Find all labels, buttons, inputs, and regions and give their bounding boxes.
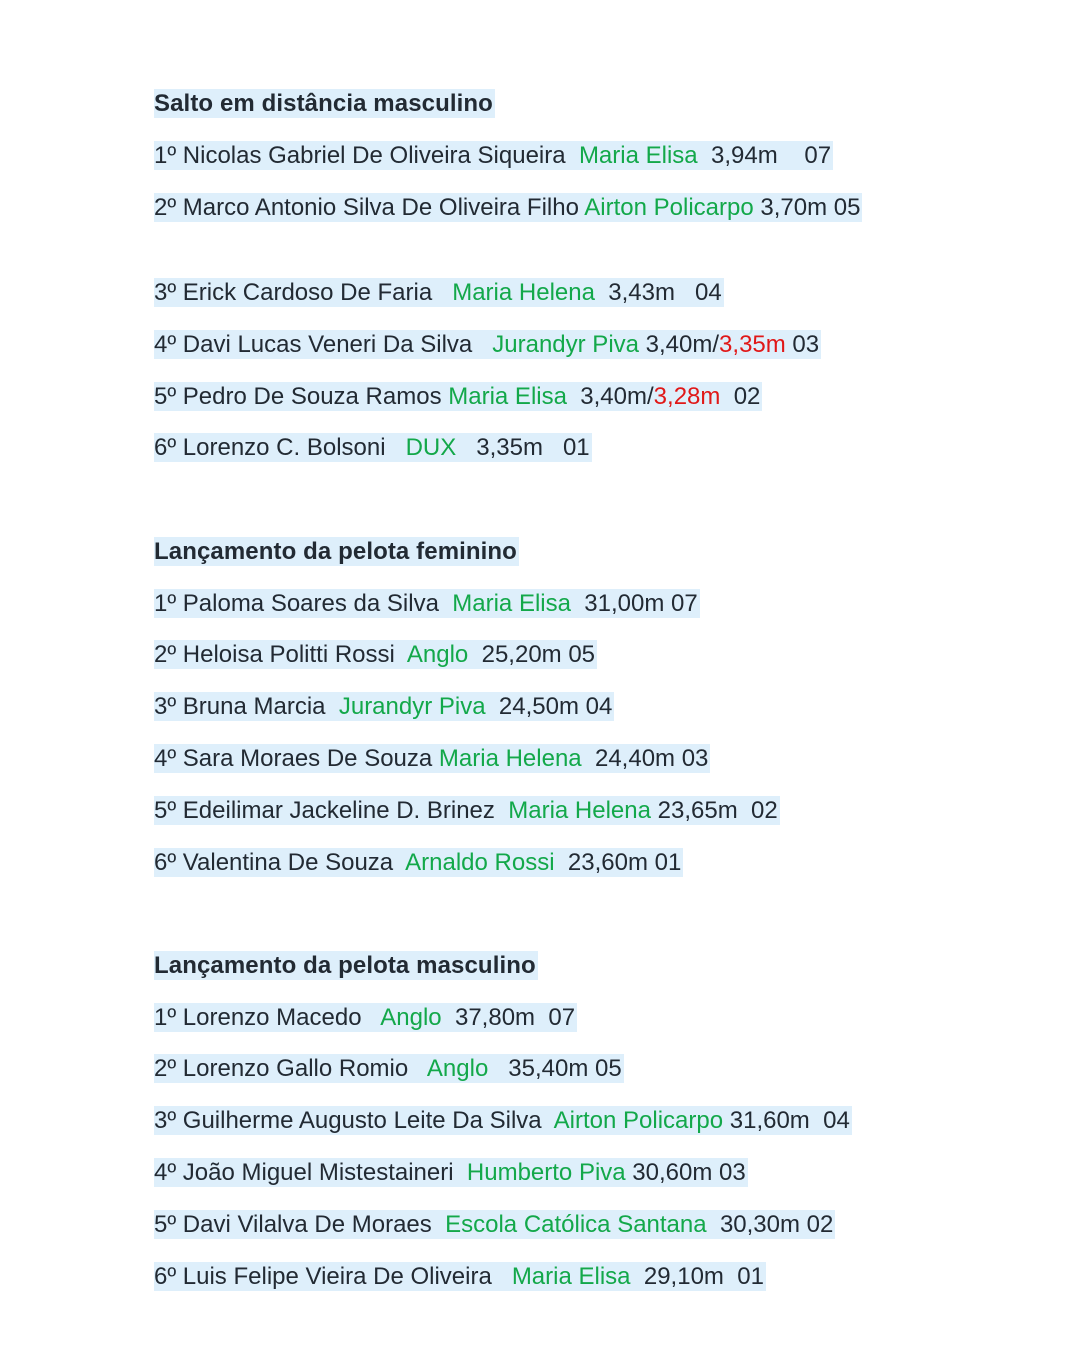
result-text: 3,40m/ — [566, 383, 654, 410]
placement-points: 02 — [720, 383, 761, 410]
school-name: Arnaldo Rossi — [405, 849, 555, 876]
school-name: Airton Policarpo — [553, 1107, 724, 1134]
result-text: 3,40m/ — [639, 331, 720, 358]
result-text: 30,30m 02 — [706, 1211, 834, 1238]
alternate-mark: 3,35m — [719, 331, 786, 358]
result-row — [154, 638, 597, 672]
school-name: Maria Elisa — [448, 383, 567, 410]
result-row — [154, 1260, 766, 1294]
athlete-text: 5º Edeilimar Jackeline D. Brinez — [154, 797, 509, 824]
school-name: Anglo — [426, 1055, 489, 1082]
result-text: 31,60m 04 — [723, 1107, 850, 1134]
result-text: 3,70m 05 — [753, 194, 861, 221]
section-title: Lançamento da pelota feminino — [154, 538, 517, 565]
athlete-text: 6º Valentina De Souza — [154, 849, 406, 876]
result-text: 30,60m 03 — [625, 1159, 746, 1186]
school-name: Maria Elisa — [578, 142, 698, 169]
school-name: Maria Helena — [508, 797, 651, 824]
result-row — [154, 191, 894, 225]
section-heading — [154, 535, 519, 569]
school-name: Humberto Piva — [466, 1159, 626, 1186]
result-text: 29,10m 01 — [630, 1263, 764, 1290]
school-name: Escola Católica Santana — [445, 1211, 707, 1238]
result-row — [154, 846, 683, 880]
result-text: 25,20m 05 — [468, 641, 596, 668]
result-row — [154, 328, 821, 362]
school-name: Jurandyr Piva — [338, 693, 486, 720]
result-text: 3,35m 01 — [456, 434, 590, 461]
athlete-text: 6º Lorenzo C. Bolsoni — [154, 434, 406, 461]
athlete-text: 6º Luis Felipe Vieira De Oliveira — [154, 1263, 512, 1290]
athlete-text: 3º Bruna Marcia — [154, 693, 339, 720]
result-text: 23,60m 01 — [554, 849, 682, 876]
alternate-mark: 3,28m — [653, 383, 721, 410]
athlete-text: 4º João Miguel Mistestaineri — [154, 1159, 467, 1186]
result-row — [154, 1104, 852, 1138]
athlete-text: 1º Paloma Soares da Silva — [154, 590, 453, 617]
athlete-text: 2º Lorenzo Gallo Romio — [154, 1055, 427, 1082]
result-text: 3,43m 04 — [594, 279, 722, 306]
result-row — [154, 690, 614, 724]
school-name: Anglo — [380, 1004, 442, 1031]
athlete-text: 4º Davi Lucas Veneri Da Silva — [154, 331, 493, 358]
athlete-text: 1º Lorenzo Macedo — [154, 1004, 381, 1031]
section-title: Salto em distância masculino — [154, 90, 493, 117]
result-row — [154, 380, 762, 414]
athlete-text: 2º Marco Antonio Silva De Oliveira Filho — [154, 194, 585, 221]
result-text: 23,65m 02 — [650, 797, 778, 824]
athlete-text: 4º Sara Moraes De Souza — [154, 745, 439, 772]
school-name: Maria Elisa — [452, 590, 571, 617]
school-name: Maria Helena — [438, 745, 582, 772]
result-row — [154, 587, 700, 621]
athlete-text: 2º Heloisa Politti Rossi — [154, 641, 407, 668]
result-text: 37,80m 07 — [441, 1004, 576, 1031]
section-heading — [154, 87, 495, 121]
result-row — [154, 139, 833, 173]
result-row — [154, 1052, 624, 1086]
school-name: DUX — [405, 434, 457, 461]
result-text: 24,50m 04 — [485, 693, 613, 720]
athlete-text: 3º Guilherme Augusto Leite Da Silva — [154, 1107, 554, 1134]
result-text: 31,00m 07 — [570, 590, 698, 617]
result-text: 24,40m 03 — [581, 745, 709, 772]
athlete-text: 1º Nicolas Gabriel De Oliveira Siqueira — [154, 142, 579, 169]
result-text: 3,94m 07 — [697, 142, 832, 169]
result-row — [154, 1208, 835, 1242]
result-row — [154, 742, 710, 776]
section-title: Lançamento da pelota masculino — [154, 952, 536, 979]
athlete-text: 5º Pedro De Souza Ramos — [154, 383, 449, 410]
school-name: Maria Elisa — [511, 1263, 631, 1290]
athlete-text: 3º Erick Cardoso De Faria — [154, 279, 453, 306]
school-name: Maria Helena — [452, 279, 595, 306]
result-row — [154, 1156, 748, 1190]
result-text: 35,40m 05 — [488, 1055, 622, 1082]
school-name: Jurandyr Piva — [492, 331, 639, 358]
school-name: Anglo — [406, 641, 469, 668]
result-row — [154, 794, 780, 828]
result-row — [154, 276, 724, 310]
athlete-text: 5º Davi Vilalva De Moraes — [154, 1211, 446, 1238]
section-heading — [154, 949, 538, 983]
result-row — [154, 1001, 577, 1035]
school-name: Airton Policarpo — [584, 194, 754, 221]
result-row — [154, 431, 592, 465]
placement-points: 03 — [785, 331, 820, 358]
